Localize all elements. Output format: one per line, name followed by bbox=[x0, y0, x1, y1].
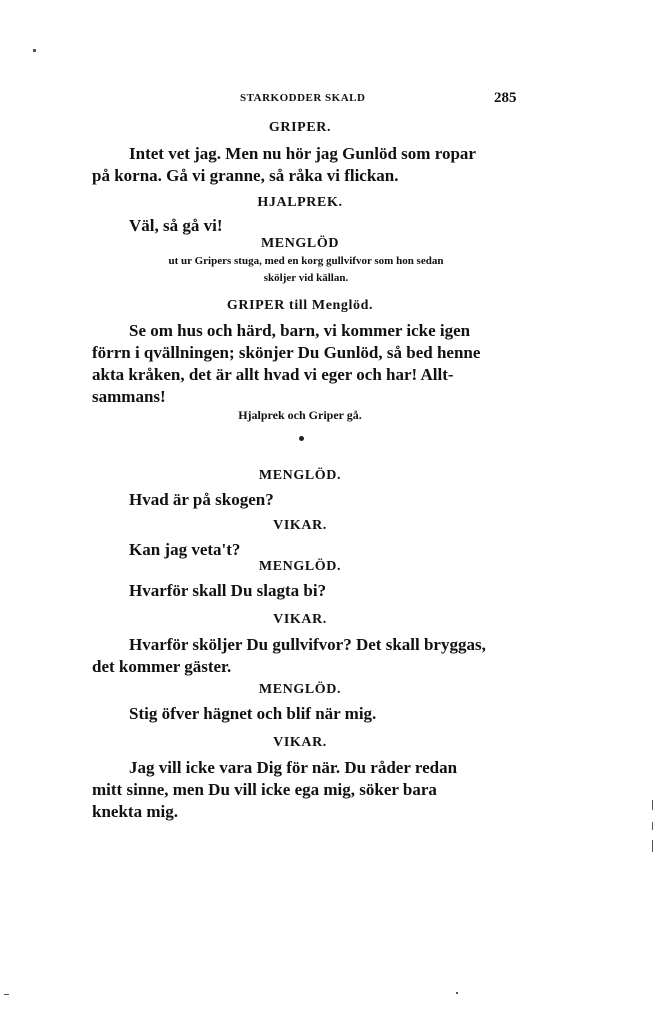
speech-line: Se om hus och härd, barn, vi kommer icke igen bbox=[129, 321, 471, 340]
speech-line: på korna. Gå vi granne, så råka vi flickan. bbox=[92, 166, 399, 185]
speaker-vikar: VIKAR. bbox=[273, 518, 327, 533]
speech-line: Hvarför skall Du slagta bi? bbox=[129, 581, 327, 600]
speech-line: Intet vet jag. Men nu hör jag Gunlöd som ropar bbox=[129, 144, 476, 163]
speech-line: Kan jag veta't? bbox=[129, 540, 241, 559]
speech-line: det kommer gäster. bbox=[92, 657, 232, 676]
speech-line: Jag vill icke vara Dig för när. Du råder redan bbox=[129, 758, 458, 777]
speaker-griper-to-menglod: GRIPER till Menglöd. bbox=[226, 298, 374, 313]
scan-speck bbox=[33, 49, 36, 52]
speech-vikar bbox=[92, 634, 520, 678]
speech-line: Väl, så gå vi! bbox=[129, 216, 223, 235]
speech-menglod bbox=[92, 489, 520, 511]
speech-vikar bbox=[92, 539, 520, 561]
speech-griper bbox=[92, 143, 520, 187]
scan-speck bbox=[652, 840, 653, 852]
speech-menglod bbox=[92, 580, 520, 602]
running-head bbox=[0, 92, 664, 108]
scan-speck bbox=[4, 994, 9, 995]
speaker-menglod: MENGLÖD. bbox=[258, 559, 342, 574]
speaker-menglod: MENGLÖD bbox=[260, 236, 340, 251]
speech-line: sammans! bbox=[92, 387, 166, 406]
speaker-hjalprek: HJALPREK. bbox=[257, 195, 343, 210]
speaker-griper: GRIPER. bbox=[268, 120, 332, 135]
speech-line: förrn i qvällningen; skönjer Du Gunlöd, så bed henne bbox=[92, 343, 481, 362]
speaker-vikar: VIKAR. bbox=[273, 735, 327, 750]
scan-speck bbox=[456, 992, 458, 994]
speech-vikar bbox=[92, 757, 520, 823]
stage-direction bbox=[90, 253, 522, 287]
stage-exit: Hjalprek och Griper gå. bbox=[238, 408, 362, 422]
stage-line: sköljer vid källan. bbox=[263, 272, 349, 284]
running-title: STARKODDER SKALD bbox=[240, 92, 366, 104]
speech-line: Stig öfver hägnet och blif när mig. bbox=[129, 704, 377, 723]
speech-line: knekta mig. bbox=[92, 802, 178, 821]
stage-line: ut ur Gripers stuga, med en korg gullvifvor som hon sedan bbox=[168, 255, 444, 267]
speech-line: mitt sinne, men Du vill icke ega mig, söker bara bbox=[92, 780, 437, 799]
ornament-dot bbox=[299, 436, 304, 441]
speech-menglod bbox=[92, 703, 520, 725]
speech-line: Hvarför sköljer Du gullvifvor? Det skall bryggas, bbox=[129, 635, 486, 654]
speaker-menglod: MENGLÖD. bbox=[258, 468, 342, 483]
page-number: 285 bbox=[494, 90, 517, 106]
speech-griper-long bbox=[92, 320, 520, 408]
speaker-vikar: VIKAR. bbox=[273, 612, 327, 627]
scan-speck bbox=[652, 822, 653, 830]
scan-speck bbox=[652, 800, 653, 810]
speech-line: Hvad är på skogen? bbox=[129, 490, 274, 509]
speaker-menglod: MENGLÖD. bbox=[258, 682, 342, 697]
speech-hjalprek bbox=[92, 215, 520, 237]
speech-line: akta kråken, det är allt hvad vi eger och har! Allt- bbox=[92, 365, 454, 384]
